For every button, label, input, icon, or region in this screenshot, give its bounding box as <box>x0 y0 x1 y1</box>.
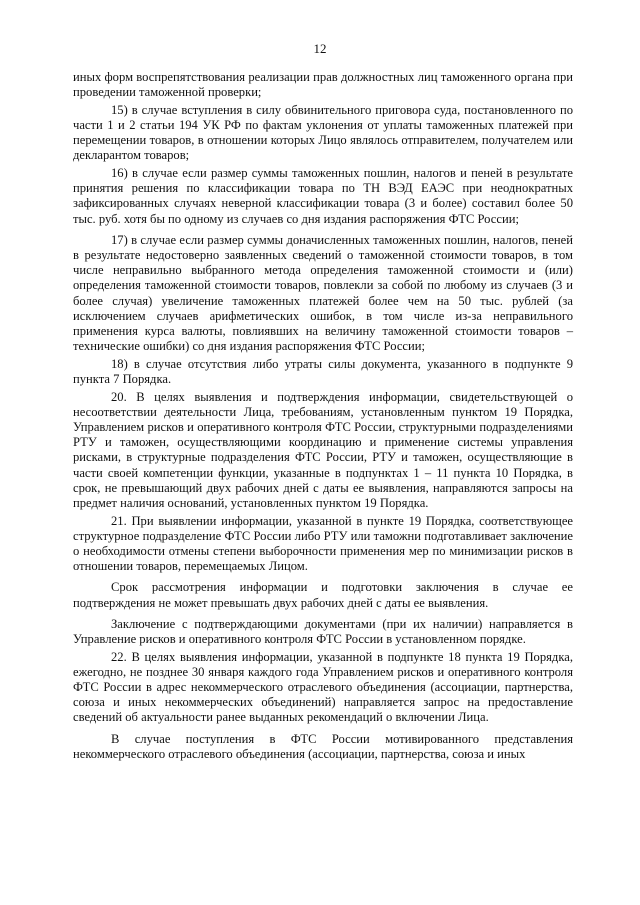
paragraph-item-16: 16) в случае если размер суммы таможенных пошлин, налогов и пеней в результате принятия решения по классификации товара по ТН ВЭД ЕАЭС при неоднократных зафиксированных случаях неверной классификации товара (3 и более) составил более 50 тыс. руб. хотя бы по одному из случаев со дня издания распоряжения ФТС России; <box>73 166 573 226</box>
paragraph-item-17: 17) в случае если размер суммы доначисленных таможенных пошлин, налогов, пеней в результате недостоверно заявленных сведений о таможенной стоимости товаров, в том числе неправильно выбранного метода определения таможенной стоимости и (или) определения таможенной стоимости товаров, повлекли за собой по любому из случаев (3 и более случая) увеличение таможенных платежей более чем на 50 тыс. рублей (за исключением случаев арифметических ошибок, в том числе из-за неправильного применения курса валюты, повлиявших на величину таможенной стоимости товаров – технические ошибки) со дня издания распоряжения ФТС России; <box>73 232 573 354</box>
paragraph-submission: В случае поступления в ФТС России мотивированного представления некоммерческого отраслевого объединения (ассоциации, партнерства, союза и иных <box>73 731 573 761</box>
paragraph-continuation: иных форм воспрепятствования реализации прав должностных лиц таможенного органа при проведении таможенной проверки; <box>73 70 573 100</box>
page-number: 12 <box>313 41 327 56</box>
paragraph-item-15: 15) в случае вступления в силу обвинительного приговора суда, постановленного по части 1 и 2 статьи 194 УК РФ по фактам уклонения от уплаты таможенных платежей при перемещении товаров, в отношении которых Лицо являлось отправителем, получателем или декларантом товаров; <box>73 102 573 163</box>
paragraph-section-20: 20. В целях выявления и подтверждения информации, свидетельствующей о несоответствии деятельности Лица, требованиям, установленным пунктом 19 Порядка, Управлением рисков и оперативного контроля ФТС России, структурными подразделениями РТУ и таможен, осуществляющими координацию и применение системы управления рисками, в структурные подразделения ФТС России, РТУ и таможен, осуществляющие в части своей компетенции функции, указанные в подпунктах 1 – 11 пункта 10 Порядка, в срок, не превышающий двух рабочих дней с даты ее выявления, направляются запросы на предмет наличия оснований, установленных пунктом 19 Порядка. <box>73 389 573 511</box>
paragraph-section-21: 21. При выявлении информации, указанной в пункте 19 Порядка, соответствующее структурное подразделение ФТС России либо РТУ или таможни подготавливает заключение о необходимости отмены степени выборочности применения мер по минимизации рисков в отношении товаров, перемещаемых Лицом. <box>73 513 573 574</box>
paragraph-section-22: 22. В целях выявления информации, указанной в подпункте 18 пункта 19 Порядка, ежегодно, не позднее 30 января каждого года Управлением рисков и оперативного контроля ФТС России в адрес некоммерческого отраслевого объединения (ассоциации, партнерства, союза и иных некоммерческих объединений) направляется запрос на предоставление сведений об актуальности ранее выданных рекомендаций о включении Лица. <box>73 649 573 725</box>
document-body <box>73 70 573 764</box>
paragraph-review-term: Срок рассмотрения информации и подготовки заключения в случае ее подтверждения не может превышать двух рабочих дней с даты ее выявления. <box>73 580 573 610</box>
paragraph-item-18: 18) в случае отсутствия либо утраты силы документа, указанного в подпункте 9 пункта 7 Порядка. <box>73 356 573 387</box>
paragraph-conclusion: Заключение с подтверждающими документами (при их наличии) направляется в Управление рисков и оперативного контроля ФТС России в установленном порядке. <box>73 616 573 647</box>
